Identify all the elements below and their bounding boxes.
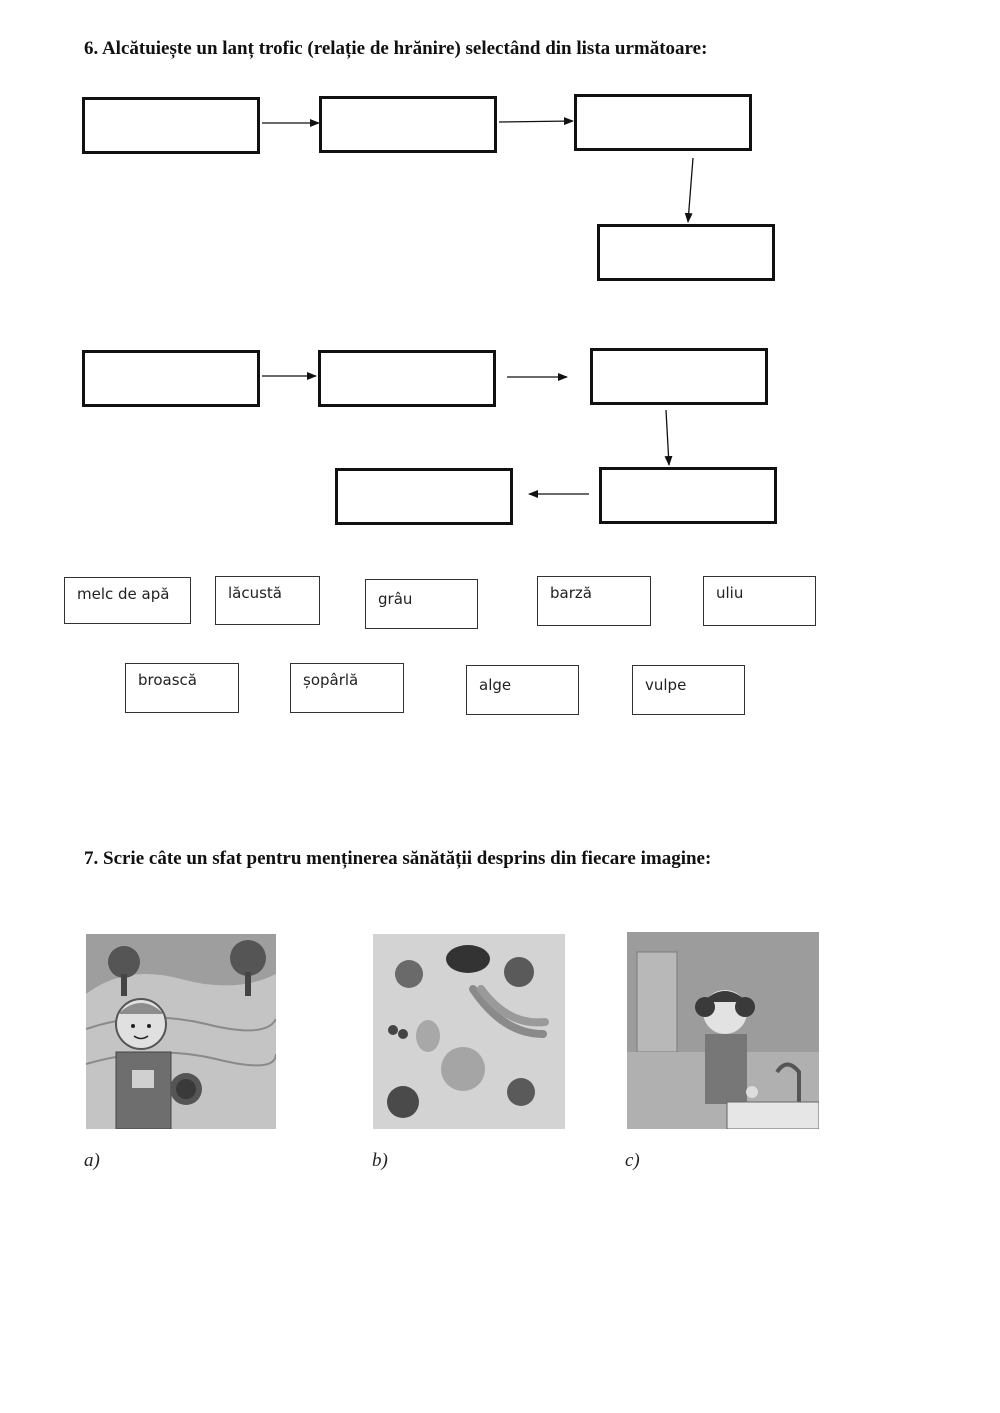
exercise-7-instruction: 7. Scrie câte un sfat pentru menținerea sănătății desprins din fiecare imagine:: [84, 848, 712, 869]
arrow-icon: [688, 158, 693, 222]
word-card[interactable]: șopârlă: [290, 663, 404, 713]
word-card[interactable]: barză: [537, 576, 651, 626]
girl-washing-hands-icon: [627, 932, 819, 1129]
fruits-vegetables-icon: [373, 934, 565, 1129]
word-card[interactable]: grâu: [365, 579, 478, 629]
word-card[interactable]: broască: [125, 663, 239, 713]
exercise-6-instruction: 6. Alcătuiește un lanț trofic (relație de hrănire) selectând din lista următoare:: [84, 38, 708, 59]
boy-with-ball-icon: [86, 934, 276, 1129]
word-card[interactable]: lăcustă: [215, 576, 320, 625]
word-card[interactable]: vulpe: [632, 665, 745, 715]
arrow-icon: [499, 121, 573, 122]
image-label: c): [625, 1150, 640, 1171]
image-label: b): [372, 1150, 388, 1171]
word-card[interactable]: melc de apă: [64, 577, 191, 624]
word-card[interactable]: alge: [466, 665, 579, 715]
word-card[interactable]: uliu: [703, 576, 816, 626]
arrow-icon: [666, 410, 669, 465]
image-label: a): [84, 1150, 100, 1171]
